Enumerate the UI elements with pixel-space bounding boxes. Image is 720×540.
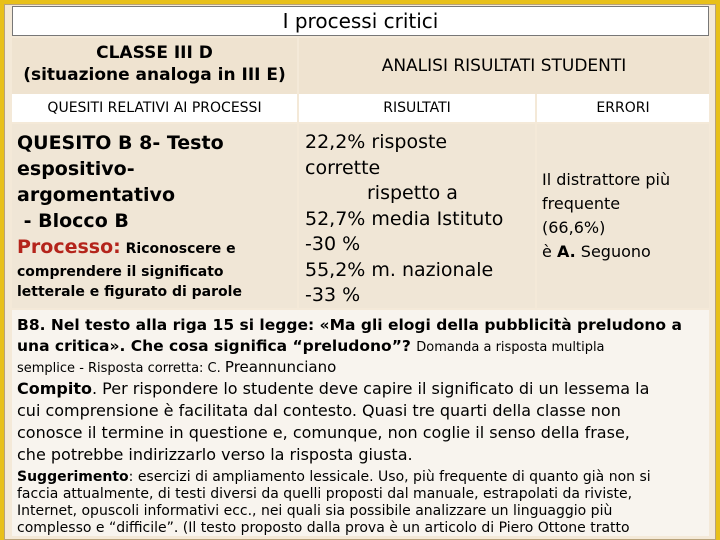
error-text: Seguono (575, 242, 651, 261)
error-text: è (542, 242, 557, 261)
slide-title (12, 6, 709, 36)
question-line: - Blocco B (17, 210, 129, 232)
analysis-header: ANALISI RISULTATI STUDENTI (299, 38, 709, 94)
description-box (12, 310, 709, 536)
error-line (542, 240, 705, 264)
slide-title-text: I processi critici (282, 9, 439, 33)
process-text: Riconoscere e (120, 241, 236, 257)
question-cell (12, 124, 297, 308)
desc-line: B8. Nel testo alla riga 15 si legge: «Ma gli elogi della pubblicità preludono a (17, 316, 682, 334)
desc-text: Domanda a risposta multipla (416, 340, 605, 355)
desc-line: conosce il termine in questione e, comunque, non coglie il senso della frase, (17, 423, 630, 442)
result-line: -30 % (305, 233, 361, 255)
desc-line: complesso e “difficile”. (Il testo proposto dalla prova è un articolo di Piero Ottone tratto (17, 520, 630, 536)
class-note: (situazione analoga in III E) (23, 65, 286, 85)
result-line: 52,7% media Istituto (305, 207, 504, 230)
process-text: letterale e figurato di parole (17, 284, 242, 300)
desc-line (17, 358, 705, 378)
col-header-errori: ERRORI (537, 94, 709, 122)
suggestion-label: Suggerimento (17, 469, 129, 485)
process-line (17, 234, 293, 262)
errors-cell (537, 124, 709, 308)
error-line: Il distrattore più (542, 170, 671, 189)
desc-line: faccia attualmente, di testi diversi da quelli proposti dal manuale, estrapolati da riviste, (17, 486, 633, 502)
question-line: QUESITO B 8- Testo (17, 132, 224, 154)
result-line: 55,2% m. nazionale (305, 258, 494, 281)
desc-text: : esercizi di ampliamento lessicale. Uso, più frequente di quanto già non si (128, 469, 651, 485)
result-line (305, 181, 531, 207)
error-line: frequente (542, 194, 621, 213)
desc-line: Internet, opuscoli informativi ecc., nei quali sia possibile analizzare un linguaggio più (17, 503, 613, 519)
class-name: CLASSE III D (96, 43, 213, 63)
result-line: corrette (305, 156, 381, 179)
question-line: argomentativo (17, 184, 175, 206)
question-line: espositivo- (17, 158, 135, 180)
task-label: Compito (17, 379, 92, 398)
class-header (12, 38, 297, 94)
col-header-risultati: RISULTATI (299, 94, 535, 122)
results-cell (299, 124, 535, 308)
error-line: (66,6%) (542, 218, 606, 237)
result-line: 22,2% risposte (305, 131, 448, 153)
desc-text: semplice - Risposta corretta: C. (17, 361, 225, 376)
desc-text: . Per rispondere lo studente deve capire il significato di un lessema la (91, 379, 650, 398)
error-option: A. (556, 242, 576, 261)
desc-line (17, 469, 705, 486)
process-label: Processo: (17, 236, 121, 258)
desc-line (17, 336, 705, 358)
correct-answer: Preannunciano (224, 358, 337, 376)
process-text: comprendere il significato (17, 264, 224, 280)
desc-line (17, 378, 705, 400)
desc-line: che potrebbe indirizzarlo verso la risposta giusta. (17, 445, 413, 464)
result-text: rispetto a (367, 182, 458, 204)
col-header-quesiti: QUESITI RELATIVI AI PROCESSI (12, 94, 297, 122)
desc-text: una critica». Che cosa significa “preludono”? (17, 337, 417, 355)
result-line: -33 % (305, 284, 361, 306)
desc-line: cui comprensione è facilitata dal contesto. Quasi tre quarti della classe non (17, 401, 621, 420)
